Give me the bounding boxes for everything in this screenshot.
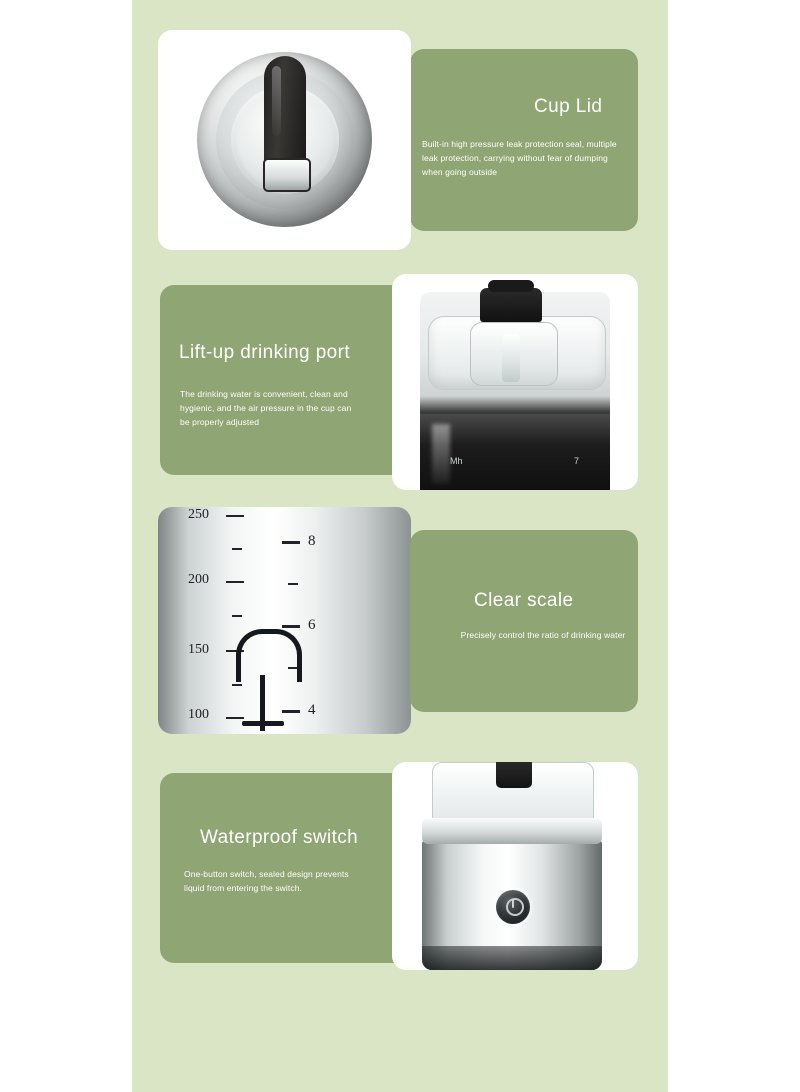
feature-description-cup-lid: Built-in high pressure leak protection seal, multiple leak protection, carrying without fear of dumping when going outside — [422, 139, 617, 178]
scale-label-200: 200 — [188, 572, 209, 587]
bottle-bottom-shade — [422, 946, 602, 970]
scale-label-100: 100 — [188, 707, 209, 722]
feature-title-cup-lid: Cup Lid — [534, 96, 603, 117]
cap-stem — [496, 762, 532, 788]
power-symbol-icon — [506, 898, 524, 916]
feature-text-card-waterproof-switch — [160, 773, 410, 963]
bottle-mark-left: Mh — [450, 456, 463, 466]
feature-description-clear-scale: Precisely control the ratio of drinking water — [460, 630, 626, 640]
feature-image-card-waterproof-switch — [392, 762, 638, 970]
scale-label-6: 6 — [308, 617, 316, 633]
scale-label-4: 4 — [308, 702, 316, 718]
bottle-mark-right: 7 — [574, 456, 580, 466]
scale-label-250: 250 — [188, 507, 209, 522]
scale-label-8: 8 — [308, 533, 316, 549]
feature-title-waterproof-switch: Waterproof switch — [200, 827, 359, 848]
power-button-icon[interactable] — [496, 890, 530, 924]
feature-description-drinking-port: The drinking water is convenient, clean and hygienic, and the air pressure in the cup can be properly adjusted — [180, 389, 352, 428]
waterproof-switch-illustration — [392, 762, 638, 970]
scale-label-150: 150 — [188, 642, 209, 657]
bottle-ring — [422, 818, 602, 844]
feature-description-waterproof-switch: One-button switch, sealed design prevents liquid from entering the switch. — [184, 869, 349, 894]
feature-title-clear-scale: Clear scale — [474, 590, 574, 611]
feature-title-drinking-port: Lift-up drinking port — [179, 342, 351, 363]
